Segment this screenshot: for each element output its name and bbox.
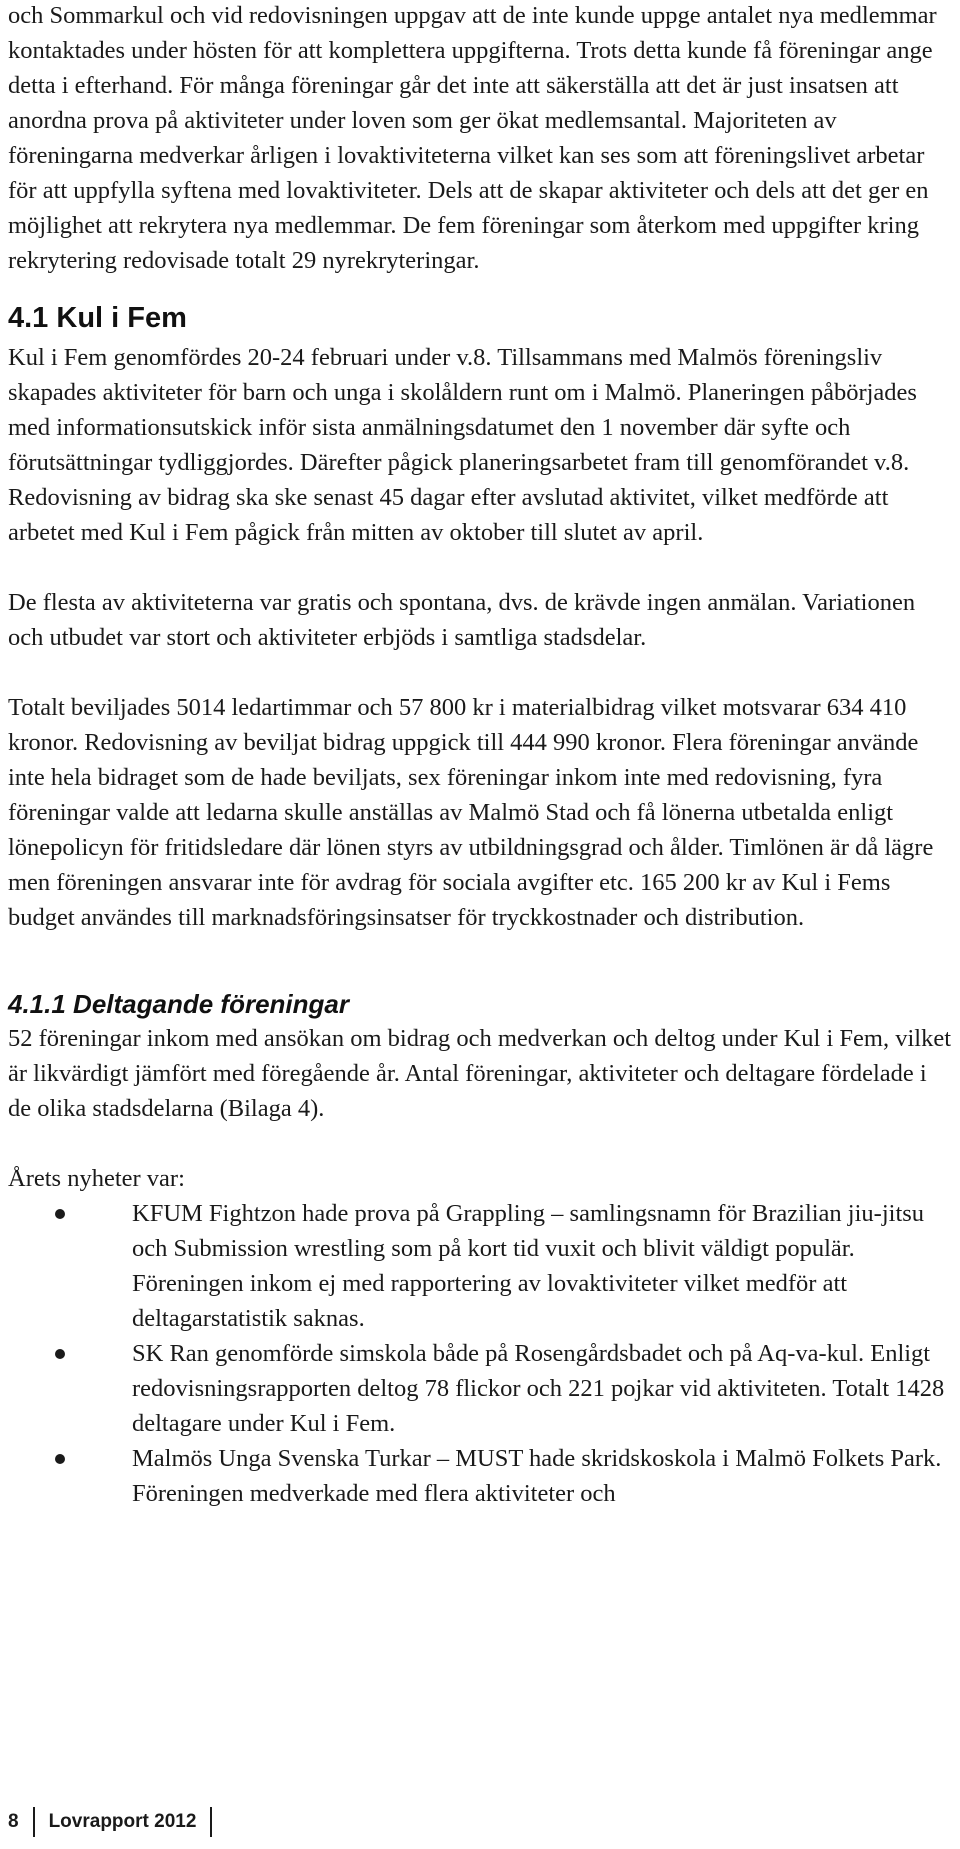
subsection-heading: 4.1.1 Deltagande föreningar [8, 989, 349, 1019]
list-item-text: SK Ran genomförde simskola både på Rosengårdsbadet och på Aq-va-kul. Enligt redovisningsrapporten deltog 78 flickor och 221 pojkar vid aktiviteten. Totalt 1428 deltagare under Kul i Fem. [132, 1340, 945, 1437]
list-item [8, 1196, 952, 1336]
paragraph-spacer [8, 1126, 952, 1161]
bullet-icon [55, 1454, 65, 1464]
paragraph-spacer [8, 655, 952, 690]
list-item-text: KFUM Fightzon hade prova på Grappling – samlingsnamn för Brazilian jiu-jitsu och Submission wrestling som på kort tid vuxit och blivit väldigt populär. Föreningen inkom ej med rapportering av lovaktiviteter vilket medför att deltagarstatistik saknas. [132, 1200, 925, 1332]
section-paragraph-1: Kul i Fem genomfördes 20-24 februari under v.8. Tillsammans med Malmös föreningsliv skapades aktiviteter för barn och unga i skolåldern runt om i Malmö. Planeringen påbörjades med informationsutskick inför sista anmälningsdatumet den 1 november där syfte och förutsättningar tydliggjordes. Därefter pågick planeringsarbetet fram till genomförandet v.8. Redovisning av bidrag ska ske senast 45 dagar efter avslutad aktivitet, vilket medförde att arbetet med Kul i Fem pågick från mitten av oktober till slutet av april. [8, 344, 917, 546]
section-heading: 4.1 Kul i Fem [8, 302, 187, 334]
intro-paragraph: och Sommarkul och vid redovisningen uppgav att de inte kunde uppge antalet nya medlemmar kontaktades under hösten för att komplettera uppgifterna. Trots detta kunde få föreningar ange detta i efterhand. För många föreningar går det inte att säkerställa att det är just insatsen att anordna prova på aktiviteter under loven som ger ökat medlemsantal. Majoriteten av föreningarna medverkar årligen i lovaktiviteterna vilket kan ses som att föreningslivet arbetar för att uppfylla syftena med lovaktiviteter. Dels att de skapar aktiviteter och dels att det ger en möjlighet att rekrytera nya medlemmar. De fem föreningar som återkom med uppgifter kring rekrytering redovisade totalt 29 nyrekryteringar. [8, 2, 937, 274]
section-spacer [8, 935, 952, 987]
document-page [8, 0, 952, 1511]
report-title: Lovrapport 2012 [48, 1811, 197, 1832]
section-paragraph-2: De flesta av aktiviteterna var gratis och spontana, dvs. de krävde ingen anmälan. Variationen och utbudet var stort och aktiviteter erbjöds i samtliga stadsdelar. [8, 589, 916, 651]
bullet-icon [55, 1349, 65, 1359]
list-intro: Årets nyheter var: [8, 1165, 185, 1192]
section-paragraph-3: Totalt beviljades 5014 ledartimmar och 57 800 kr i materialbidrag vilket motsvarar 634 410 kronor. Redovisning av beviljat bidrag uppgick till 444 990 kronor. Flera föreningar använde inte hela bidraget som de hade beviljats, sex föreningar inkom inte med redovisning, fyra föreningar valde att ledarna skulle anställas av Malmö Stad och få lönerna utbetalda enligt lönepolicyn för fritidsledare där lönen styrs av utbildningsgrad och ålder. Timlönen är då lägre men föreningen ansvarar inte för avdrag för sociala avgifter etc. 165 200 kr av Kul i Fems budget användes till marknadsföringsinsatser för tryckkostnader och distribution. [8, 694, 934, 931]
footer-divider [210, 1807, 212, 1837]
subsection-paragraph: 52 föreningar inkom med ansökan om bidrag och medverkan och deltog under Kul i Fem, vilket är likvärdigt jämfört med föregående år. Antal föreningar, aktiviteter och deltagare fördelade i de olika stadsdelarna (Bilaga 4). [8, 1025, 952, 1122]
list-item [8, 1441, 952, 1511]
page-footer [8, 1806, 226, 1838]
paragraph-spacer [8, 550, 952, 585]
footer-divider [33, 1807, 35, 1837]
bullet-icon [55, 1209, 65, 1219]
list-item [8, 1336, 952, 1441]
page-number: 8 [8, 1811, 19, 1832]
list-item-text: Malmös Unga Svenska Turkar – MUST hade skridskoskola i Malmö Folkets Park. Föreningen medverkade med flera aktiviteter och [132, 1445, 942, 1507]
news-list [8, 1196, 952, 1511]
